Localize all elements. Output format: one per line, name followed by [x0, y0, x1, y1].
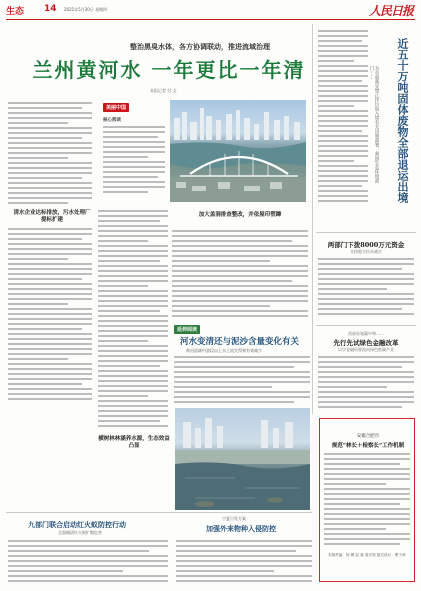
credit-block-title: 两部门下拨8000万元资金 — [327, 241, 405, 249]
aerial-city-illustration — [170, 100, 306, 202]
finance-block-body — [318, 356, 414, 414]
bottom-left-sub: 全面摸清红火蚁扩散危害 — [58, 530, 102, 535]
column-divider — [312, 24, 313, 414]
left-subhead-3: 横树林林涵养水源，生态效益凸显 — [98, 436, 170, 449]
divider — [6, 512, 312, 513]
finance-block-sub: 以学金融资源流向绿色低碳产业 — [338, 347, 394, 352]
highlight-title: 规范“林长＋检察长”工作机制 — [331, 443, 405, 449]
aerial-city-photo — [170, 100, 306, 202]
left-subhead-1: 清水企业达标排放，污水处理厂提标扩建 — [13, 210, 91, 223]
core-read-text — [103, 126, 165, 198]
extended-reading-badge: 延伸阅读 — [174, 325, 200, 334]
lead-kicker: 整治黑臭水体，各方协调联动，推进流域治理 — [130, 42, 270, 51]
bottom-left-headline: 九部门联合启动红火蚁防控行动 — [28, 520, 126, 529]
page-number: 14 — [44, 4, 57, 14]
highlight-kicker: 安徽合肥市 — [356, 434, 380, 439]
credit-block-body — [318, 258, 414, 320]
page-credit: 本版责编：杨 柳 赵 赛 姜宏欣 版式设计：曹子帅 — [328, 553, 406, 557]
mid-body-col-1 — [98, 210, 168, 432]
left-body-col-2 — [8, 228, 92, 404]
section-badge: 美丽中国 — [103, 103, 129, 112]
right-vertical-headline: 近五十万吨固体废物全部退运出境 — [396, 38, 409, 203]
divider — [316, 325, 416, 326]
masthead — [6, 4, 415, 20]
issue-date: 2021年5月20日 星期四 — [64, 7, 108, 12]
lead-body-col-1 — [8, 102, 92, 210]
right-vertical-sub: 为全面落实禁止洋垃圾入境有关决策部署，我国生态环境部门…… — [369, 66, 379, 183]
divider — [316, 232, 416, 233]
lead-byline: 本报记者 付 文 — [150, 88, 177, 93]
finance-block-lead: 西部首笔碳中和…… — [348, 331, 384, 336]
right-body-col — [318, 30, 368, 210]
section-name: 生态 — [6, 7, 25, 17]
river-photo — [175, 408, 310, 510]
bottom-mid-headline: 加强外来物种入侵防控 — [206, 524, 276, 533]
bottom-mid-body — [176, 540, 312, 586]
core-read-label: 核心阅读 — [103, 118, 121, 123]
mid-body-col-2 — [172, 230, 308, 322]
lead-headline: 兰州黄河水 一年更比一年清 — [32, 58, 306, 82]
finance-block-title: 先行先试绿色金融改革 — [333, 339, 399, 347]
highlight-body — [324, 453, 410, 547]
credit-block-sub: 支持地方抗旱减灾 — [350, 249, 382, 254]
mid-sub: 黄河流域中游段以上水土流失得到有效减少 — [186, 348, 262, 353]
paper-logo: 人民日报 — [368, 4, 413, 18]
mid-subhead-2: 加大盖洞排查整改，并依屋印塑蹿 — [198, 212, 282, 218]
mid-story-body — [174, 356, 310, 406]
mid-headline: 河水变清还与泥沙含量变化有关 — [180, 337, 300, 347]
highlighted-article — [319, 418, 415, 582]
river-illustration — [175, 408, 310, 510]
bottom-left-body — [8, 540, 168, 586]
bottom-mid-kicker: 宁夏日发方案 — [222, 516, 246, 521]
